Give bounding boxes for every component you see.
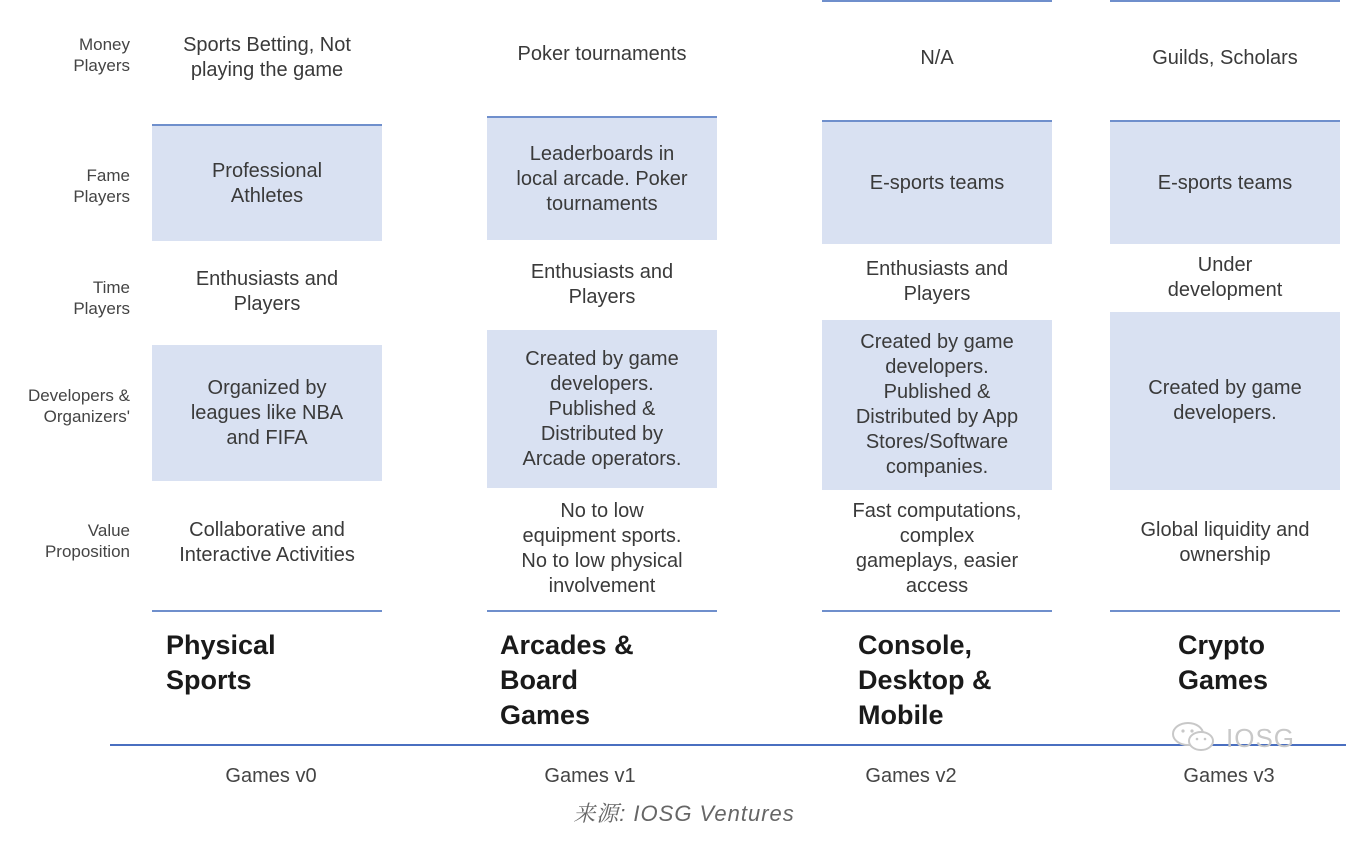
cell-col4-developers: Created by game developers. [1110, 312, 1340, 490]
title-col4: Crypto Games [1178, 630, 1269, 695]
cell-col3-fame: E-sports teams [822, 120, 1052, 244]
title-col3: Console, Desktop & Mobile [858, 630, 992, 730]
cell-col2-fame: Leaderboards in local arcade. Poker tournaments [487, 116, 717, 240]
row-label-time: Time Players [73, 278, 130, 318]
version-col3: Games v2 [865, 765, 957, 787]
row-label-developers: Developers & Organizers' [27, 386, 130, 426]
cell-col1-developers: Organized by leagues like NBA and FIFA [152, 345, 382, 481]
top-rule-col4 [1110, 0, 1340, 2]
rule-col2 [487, 610, 717, 612]
cell-col4-fame: E-sports teams [1110, 120, 1340, 244]
rule-col4 [1110, 610, 1340, 612]
cell-col4-time: Under development [1167, 254, 1283, 301]
title-col2: Arcades & Board Games [500, 630, 634, 730]
cell-col3-time: Enthusiasts and Players [865, 258, 1009, 305]
iosg-logo [1168, 720, 1308, 756]
rule-col1 [152, 610, 382, 612]
logo-text: IOSG [1226, 722, 1296, 753]
source-caption: 来源: IOSG Ventures [573, 801, 795, 826]
cell-col4-money: Guilds, Scholars [1152, 46, 1298, 69]
version-col1: Games v0 [225, 765, 317, 787]
baseline [110, 744, 1346, 746]
row-label-money: Money Players [73, 35, 130, 75]
rule-col3 [822, 610, 1052, 612]
cell-col3-developers: Created by game developers. Published & Distributed by App Stores/Software companies. [822, 320, 1052, 490]
cell-col3-money: N/A [920, 46, 954, 69]
cell-col1-value: Collaborative and Interactive Activities [179, 519, 355, 566]
cell-col2-value: No to low equipment sports. No to low physical involvement [521, 500, 683, 597]
row-label-value: Value Proposition [44, 521, 130, 561]
cell-col1-time: Enthusiasts and Players [195, 268, 339, 315]
version-col2: Games v1 [544, 765, 636, 787]
cell-col4-value: Global liquidity and ownership [1140, 519, 1310, 566]
cell-col2-money: Poker tournaments [517, 42, 687, 65]
version-col4: Games v3 [1183, 765, 1275, 787]
title-col1: Physical Sports [166, 630, 276, 695]
row-label-fame: Fame Players [73, 166, 130, 206]
cell-col2-time: Enthusiasts and Players [530, 261, 674, 308]
top-rule-col3 [822, 0, 1052, 2]
wechat-icon [1168, 719, 1220, 758]
cell-col2-developers: Created by game developers. Published & Distributed by Arcade operators. [487, 330, 717, 488]
cell-col1-money: Sports Betting, Not playing the game [183, 34, 351, 81]
cell-col1-fame: Professional Athletes [152, 124, 382, 241]
cell-col3-value: Fast computations, complex gameplays, easier access [852, 500, 1022, 597]
